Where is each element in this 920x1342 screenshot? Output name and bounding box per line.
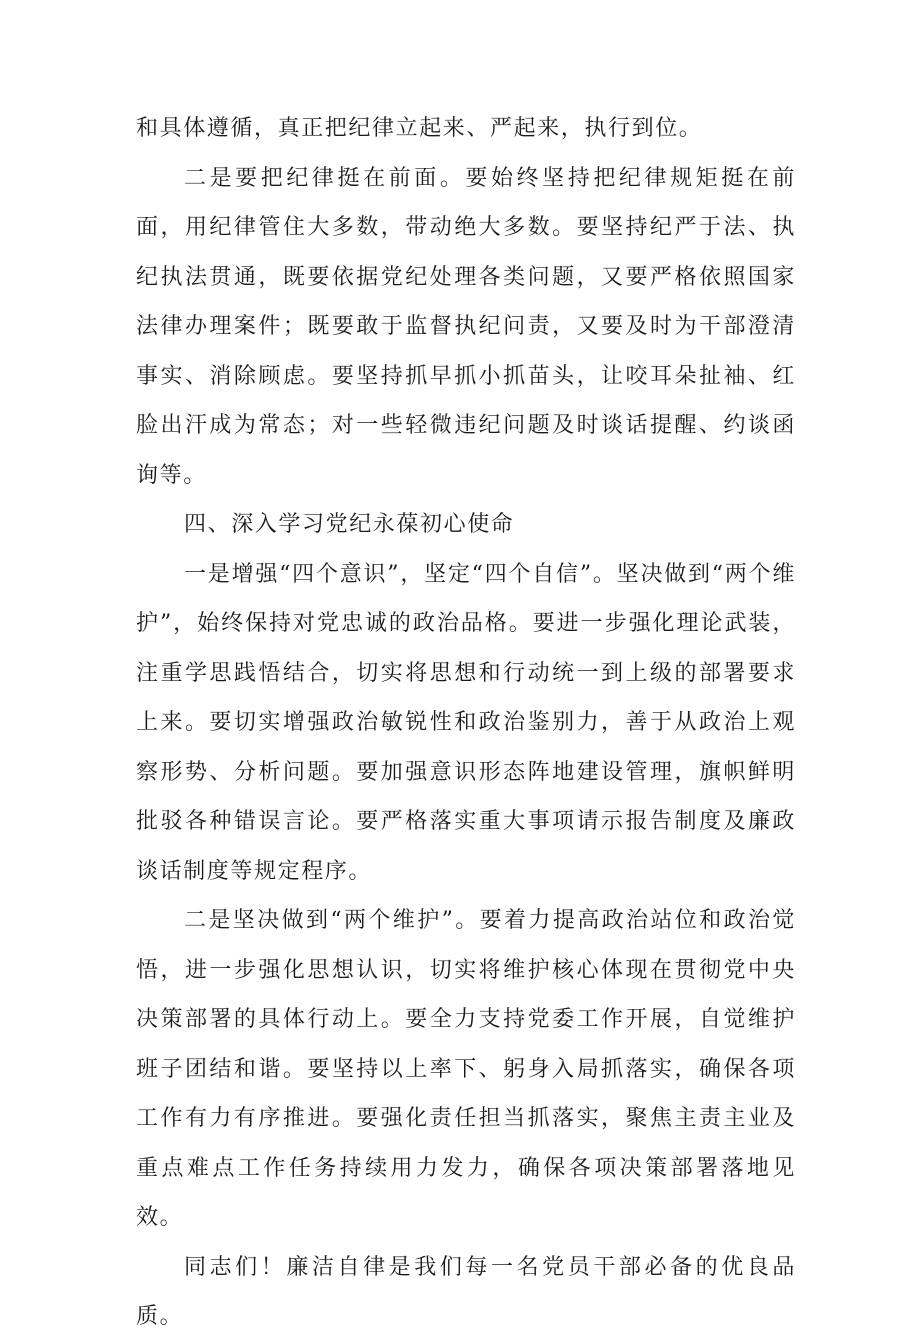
section-heading-four: 四、深入学习党纪永葆初心使命 <box>184 512 515 537</box>
paragraph-comrades: 同志们！廉洁自律是我们每一名党员干部必备的优良品质。 <box>136 1254 796 1329</box>
paragraph-continuation: 和具体遵循，真正把纪律立起来、严起来，执行到位。 <box>136 116 703 141</box>
paragraph-four-consciousness: 一是增强“四个意识”，坚定“四个自信”。坚决做到“两个维护”，始终保持对党忠诚的政治品格。要进一步强化理论武装，注重学思践悟结合，切实将思想和行动统一到上级的部署要求上来。要切实增强政治敏锐性和政治鉴别力，善于从政治上观察形势、分析问题。要加强意识形态阵地建设管理，旗帜鲜明批驳各种错误言论。要严格落实重大事项请示报告制度及廉政谈话制度等规定程序。 <box>136 561 796 884</box>
document-body <box>136 104 796 1342</box>
paragraph-discipline-first: 二是要把纪律挺在前面。要始终坚持把纪律规矩挺在前面，用纪律管住大多数，带动绝大多数。要坚持纪严于法、执纪执法贯通，既要依据党纪处理各类问题，又要严格依照国家法律办理案件；既要敢于监督执纪问责，又要及时为干部澄清事实、消除顾虑。要坚持抓早抓小抓苗头，让咬耳朵扯袖、红脸出汗成为常态；对一些轻微违纪问题及时谈话提醒、约谈函询等。 <box>136 165 796 488</box>
paragraph-two-safeguards: 二是坚决做到“两个维护”。要着力提高政治站位和政治觉悟，进一步强化思想认识，切实将维护核心体现在贯彻党中央决策部署的具体行动上。要全力支持党委工作开展，自觉维护班子团结和谐。要坚持以上率下、躬身入局抓落实，确保各项工作有力有序推进。要强化责任担当抓落实，聚焦主责主业及重点难点工作任务持续用力发力，确保各项决策部署落地见效。 <box>136 908 796 1230</box>
